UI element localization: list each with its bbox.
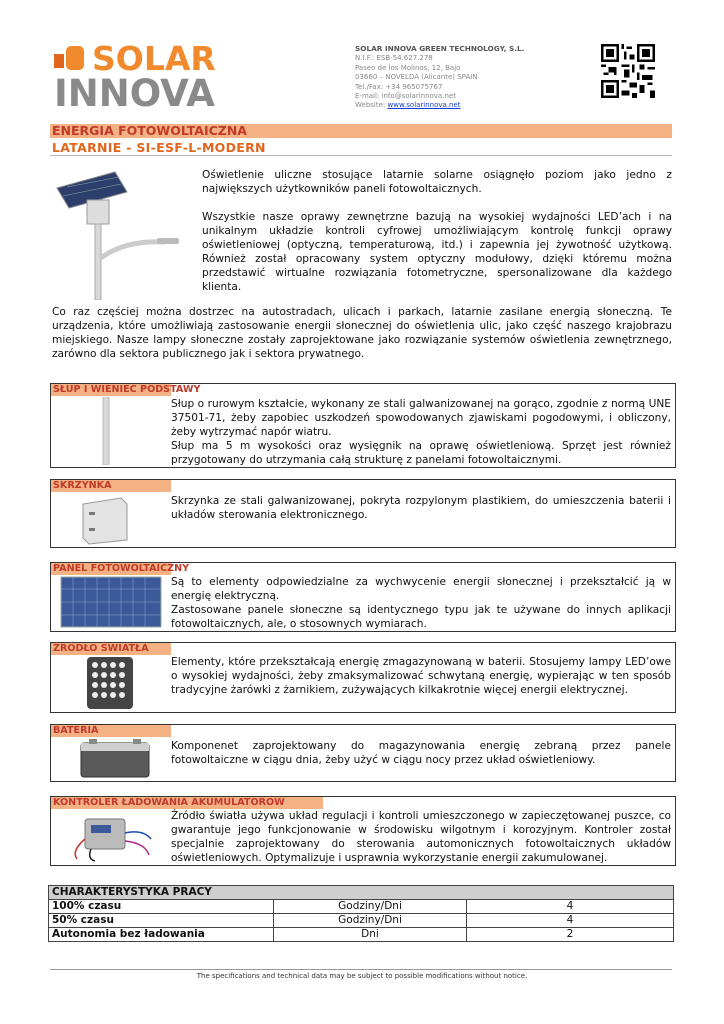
svg-text:INNOVA: INNOVA (54, 72, 215, 108)
battery-image (51, 737, 169, 779)
company-email: E-mail: info@solarinnova.net (355, 92, 456, 101)
section-text: Elementy, które przekształcają energię zmagazynowaną w baterii. Stosujemy lampy LED’owe o wysokiej wydajności, żeby zmaksymalizować schwytaną energię, wypierając w ten sposób tradycyjne żarówki z żarnikiem, zużywających kilkakrotnie więcej energii elektrycznej. (171, 656, 671, 697)
table-row (49, 900, 674, 914)
intro-paragraph-3: Co raz częściej można dostrzec na autostradach, ulicach i parkach, latarnie zasilane energią słoneczną. Te urządzenia, które umożliwiają zastosowanie energii słonecznej do oświetlenia ulic, jako część naszego krajobrazu miejskiego. Nasze lampy słoneczne zostały zaprojektowane jako rozwiązanie systemów oświetlenia zewnętrznego, zarówno dla sektora publicznego jak i sektora prywatnego. (52, 306, 672, 361)
table-row (49, 914, 674, 928)
section-box (50, 479, 676, 548)
table-header: CHARAKTERYSTYKA PRACY (49, 886, 674, 900)
section-label: ŹRÓDŁO ŚWIATŁA (53, 643, 149, 654)
charge-controller-image (51, 809, 169, 863)
title-divider (50, 155, 672, 156)
pole-image (51, 397, 169, 465)
svg-text:SOLAR: SOLAR (92, 40, 216, 78)
intro-paragraph-2: Wszystkie nasze oprawy zewnętrzne bazują na wysokiej wydajności LED’ach i na unikalnym układzie kontroli cyfrowej umożliwiającym kontrolę funkcji oprawy oświetleniowej (optyczną, temperaturową, itd.) i zapewnia jej żywotność użytkową. Również został opracowany system optyczny modułowy, dzięki któremu można przedstawić wirtualne rozwiązania fotometryczne, spersonalizowane dla każdego klienta. (202, 211, 672, 294)
row-label: 100% czasu (49, 900, 274, 914)
page-subtitle: LATARNIE - SI-ESF-L-MODERN (52, 140, 266, 155)
section-battery (50, 724, 676, 782)
section-text: Są to elementy odpowiedzialne za wychwycenie energii słonecznej i przekształcić ją w energię elektryczną. (171, 576, 671, 603)
footer-disclaimer: The specifications and technical data may be subject to possible modifications without notice. (196, 972, 528, 980)
footer-divider (50, 969, 672, 970)
section-light-source (50, 642, 676, 713)
box-image (51, 494, 169, 546)
section-text-2: Zastosowane panele słoneczne są identycznego typu jak te używane do innych aplikacji fotowoltaicznych, ale, o stosownych wymiarach. (171, 604, 671, 631)
row-label: Autonomia bez ładowania (49, 928, 274, 942)
website-link[interactable]: www.solarinnova.net (387, 101, 461, 110)
table-header-row (49, 886, 674, 900)
row-unit: Dni (274, 928, 467, 942)
row-unit: Godziny/Dni (274, 914, 467, 928)
section-text-2: Słup ma 5 m wysokości oraz wysięgnik na oprawę oświetleniową. Sprzęt jest również przygotowany do utrzymania całą strukturę z panelami fotowoltaicznymi. (171, 440, 671, 467)
solar-innova-logo (52, 40, 302, 108)
row-label: 50% czasu (49, 914, 274, 928)
company-address-line1: Paseo de los Molinos, 12, Bajo (355, 63, 461, 72)
solar-street-lamp-image (55, 170, 195, 300)
section-text: Skrzynka ze stali galwanizowanej, pokryta rozpylonym plastikiem, do umieszczenia baterii i układów sterowania elektronicznego. (171, 495, 671, 522)
section-text: Źródło światła używa układ regulacji i kontroli umieszczonego w zapieczętowanej puszce, co gwarantuje jego funkcjonowanie w środowisku wilgotnym i korozyjnym. Kontroler został specjalnie zaprojektowany do sterowania automonicznych fotowoltaicznych układów oświetleniowych. Optymalizuje i usprawnia wykorzystanie energii zakumulowanej. (171, 810, 671, 865)
led-lamp-image (51, 655, 169, 711)
company-info (355, 44, 524, 111)
section-charge-controller (50, 796, 676, 866)
operation-characteristics-table (48, 885, 674, 942)
section-pole (50, 383, 676, 468)
row-value: 4 (467, 900, 674, 914)
company-telfax: Tel./Fax: +34 965075767 (355, 82, 443, 91)
intro-paragraph-1: Oświetlenie uliczne stosujące latarnie solarne osiągnęło poziom jako jedno z największych użytkowników paneli fotowoltaicznych. (202, 169, 672, 196)
row-unit: Godziny/Dni (274, 900, 467, 914)
company-nif: N.I.F.: ESB-54.627.278 (355, 54, 433, 63)
section-label: KONTROLER ŁADOWANIA AKUMULATORÓW (53, 797, 285, 808)
page-title: ENERGIA FOTOWOLTAICZNA (52, 123, 247, 138)
section-label: SKRZYNKA (53, 480, 112, 491)
row-value: 4 (467, 914, 674, 928)
section-panel (50, 562, 676, 632)
company-website: Website: www.solarinnova.net (355, 101, 461, 110)
company-name: SOLAR INNOVA GREEN TECHNOLOGY, S.L. (355, 44, 525, 53)
row-value: 2 (467, 928, 674, 942)
section-text: Komponenet zaprojektowany do magazynowania energię zebraną przez panele fotowoltaiczne w ciągu dnia, żeby użyć w ciągu nocy przez układ oświetleniowy. (171, 740, 671, 767)
solar-panel-image (51, 575, 169, 629)
section-label: BATERIA (53, 725, 99, 736)
section-text: Słup o rurowym kształcie, wykonany ze stali galwanizowanej na gorąco, zgodnie z normą UNE 37501-71, żeby zapobiec uszkodzeń spowodowanych zjawiskami pogodowymi, i obliczony, żeby wytrzymać napór wiatru. (171, 398, 671, 439)
section-label: PANEL FOTOWOLTAICZNY (53, 563, 190, 574)
qr-code (601, 44, 655, 98)
section-label: SŁUP I WIENIEC PODSTAWY (53, 384, 201, 395)
table-row (49, 928, 674, 942)
company-address-line2: 03660 – NOVELDA (Alicante) SPAIN (355, 73, 478, 82)
